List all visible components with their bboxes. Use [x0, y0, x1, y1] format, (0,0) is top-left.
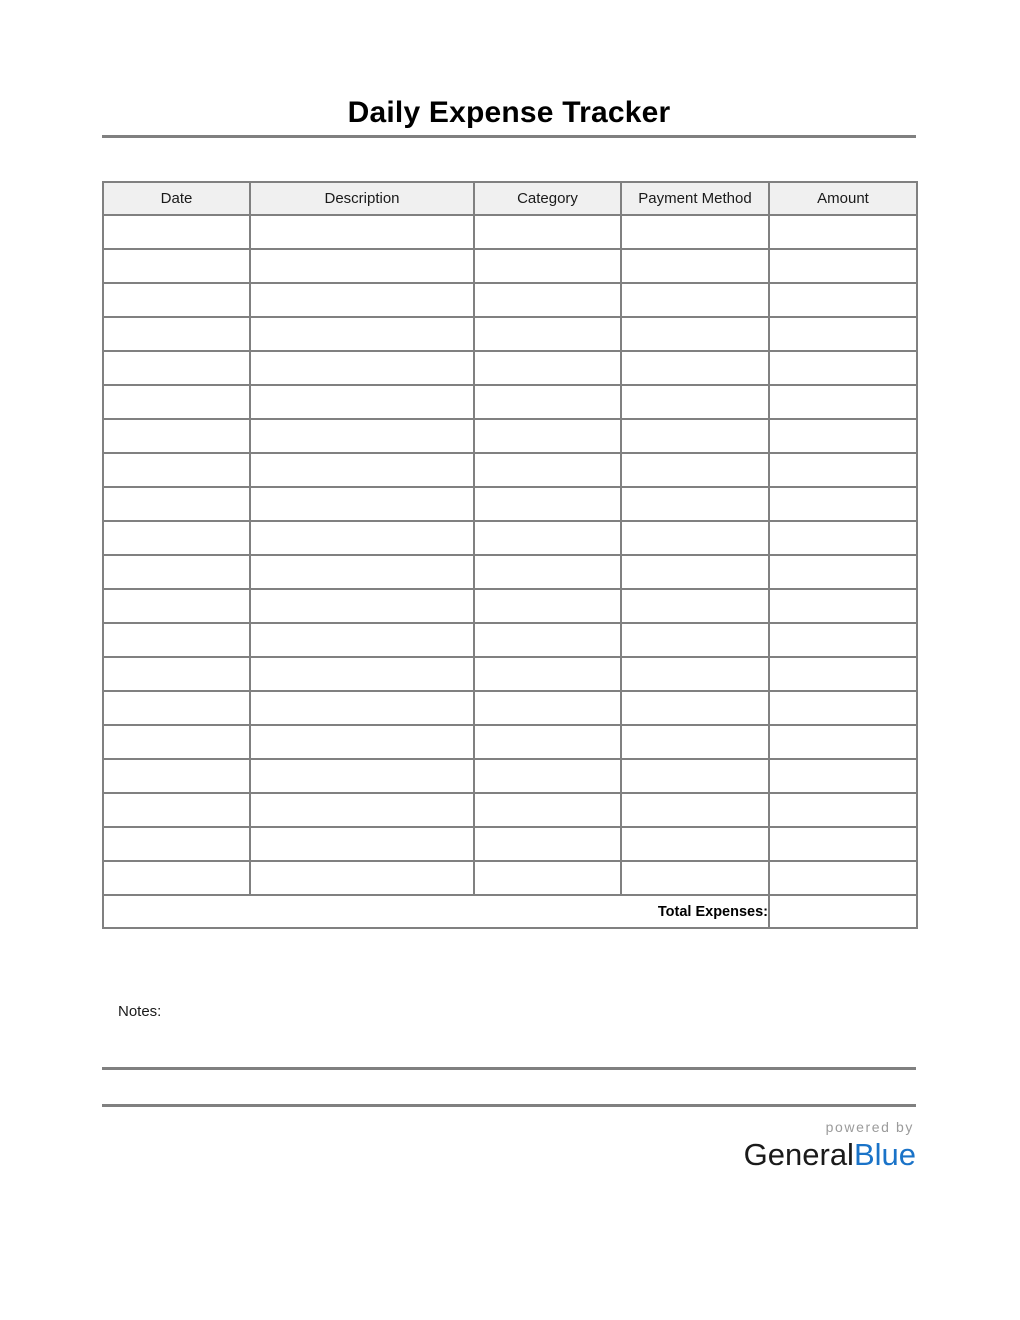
table-row [103, 385, 917, 419]
cell-amount[interactable] [769, 827, 917, 861]
cell-pay[interactable] [621, 555, 769, 589]
expense-table-container [102, 181, 916, 929]
cell-cat[interactable] [474, 861, 621, 895]
total-expenses-value-cell[interactable] [769, 895, 917, 928]
cell-cat[interactable] [474, 725, 621, 759]
table-row [103, 793, 917, 827]
column-header-date: Date [103, 182, 250, 215]
cell-amount[interactable] [769, 453, 917, 487]
cell-amount[interactable] [769, 691, 917, 725]
column-header-description: Description [250, 182, 474, 215]
table-row [103, 317, 917, 351]
cell-cat[interactable] [474, 623, 621, 657]
cell-pay[interactable] [621, 215, 769, 249]
table-row [103, 759, 917, 793]
cell-amount[interactable] [769, 419, 917, 453]
table-header [103, 182, 917, 215]
cell-amount[interactable] [769, 793, 917, 827]
cell-desc[interactable] [250, 521, 474, 555]
cell-pay[interactable] [621, 521, 769, 555]
cell-desc[interactable] [250, 419, 474, 453]
cell-pay[interactable] [621, 793, 769, 827]
page-title: Daily Expense Tracker [347, 96, 671, 129]
brand-general-text: General [743, 1137, 854, 1172]
cell-cat[interactable] [474, 657, 621, 691]
cell-desc[interactable] [250, 317, 474, 351]
cell-cat[interactable] [474, 215, 621, 249]
cell-desc[interactable] [250, 827, 474, 861]
cell-desc[interactable] [250, 555, 474, 589]
generalblue-logo [744, 1118, 916, 1174]
cell-date[interactable] [103, 827, 250, 861]
cell-date[interactable] [103, 759, 250, 793]
cell-date[interactable] [103, 487, 250, 521]
table-row [103, 521, 917, 555]
column-header-category: Category [474, 182, 621, 215]
table-header-row [103, 182, 917, 215]
cell-desc[interactable] [250, 215, 474, 249]
table-row [103, 657, 917, 691]
table-row [103, 827, 917, 861]
table-row [103, 555, 917, 589]
cell-date[interactable] [103, 691, 250, 725]
cell-amount[interactable] [769, 317, 917, 351]
cell-amount[interactable] [769, 759, 917, 793]
cell-desc[interactable] [250, 283, 474, 317]
cell-desc[interactable] [250, 793, 474, 827]
cell-pay[interactable] [621, 419, 769, 453]
table-row [103, 283, 917, 317]
table-row [103, 487, 917, 521]
cell-date[interactable] [103, 453, 250, 487]
cell-date[interactable] [103, 861, 250, 895]
expense-table [102, 181, 918, 929]
cell-cat[interactable] [474, 385, 621, 419]
cell-pay[interactable] [621, 623, 769, 657]
cell-amount[interactable] [769, 215, 917, 249]
cell-amount[interactable] [769, 385, 917, 419]
cell-date[interactable] [103, 283, 250, 317]
table-row [103, 215, 917, 249]
powered-by-label: powered by [825, 1119, 914, 1135]
table-row [103, 623, 917, 657]
cell-pay[interactable] [621, 657, 769, 691]
table-row [103, 861, 917, 895]
cell-date[interactable] [103, 249, 250, 283]
cell-amount[interactable] [769, 623, 917, 657]
title-block [102, 92, 916, 138]
cell-amount[interactable] [769, 657, 917, 691]
brand-wordmark [744, 1136, 916, 1174]
table-footer [103, 895, 917, 928]
cell-date[interactable] [103, 419, 250, 453]
cell-pay[interactable] [621, 725, 769, 759]
cell-cat[interactable] [474, 249, 621, 283]
table-row [103, 589, 917, 623]
cell-cat[interactable] [474, 793, 621, 827]
brand-blue-text: Blue [853, 1137, 916, 1172]
cell-date[interactable] [103, 385, 250, 419]
cell-desc[interactable] [250, 725, 474, 759]
cell-date[interactable] [103, 793, 250, 827]
table-row [103, 691, 917, 725]
cell-desc[interactable] [250, 249, 474, 283]
notes-line-1[interactable] [102, 1067, 916, 1070]
cell-pay[interactable] [621, 691, 769, 725]
table-row [103, 725, 917, 759]
cell-date[interactable] [103, 589, 250, 623]
cell-cat[interactable] [474, 419, 621, 453]
cell-pay[interactable] [621, 589, 769, 623]
table-row [103, 453, 917, 487]
cell-cat[interactable] [474, 487, 621, 521]
table-row [103, 249, 917, 283]
table-row [103, 419, 917, 453]
cell-pay[interactable] [621, 351, 769, 385]
cell-cat[interactable] [474, 589, 621, 623]
cell-desc[interactable] [250, 691, 474, 725]
cell-cat[interactable] [474, 317, 621, 351]
cell-desc[interactable] [250, 487, 474, 521]
cell-cat[interactable] [474, 691, 621, 725]
cell-amount[interactable] [769, 861, 917, 895]
cell-cat[interactable] [474, 521, 621, 555]
notes-label: Notes: [118, 1003, 162, 1020]
cell-desc[interactable] [250, 589, 474, 623]
cell-date[interactable] [103, 317, 250, 351]
cell-amount[interactable] [769, 589, 917, 623]
cell-cat[interactable] [474, 351, 621, 385]
cell-desc[interactable] [250, 657, 474, 691]
cell-amount[interactable] [769, 351, 917, 385]
cell-date[interactable] [103, 351, 250, 385]
cell-date[interactable] [103, 215, 250, 249]
cell-desc[interactable] [250, 453, 474, 487]
cell-pay[interactable] [621, 827, 769, 861]
column-header-payment-method: Payment Method [621, 182, 769, 215]
cell-date[interactable] [103, 725, 250, 759]
cell-cat[interactable] [474, 555, 621, 589]
cell-pay[interactable] [621, 487, 769, 521]
cell-amount[interactable] [769, 487, 917, 521]
cell-amount[interactable] [769, 283, 917, 317]
cell-cat[interactable] [474, 827, 621, 861]
cell-amount[interactable] [769, 725, 917, 759]
cell-pay[interactable] [621, 317, 769, 351]
notes-block [102, 1002, 916, 1022]
cell-pay[interactable] [621, 385, 769, 419]
cell-desc[interactable] [250, 351, 474, 385]
cell-desc[interactable] [250, 623, 474, 657]
table-row [103, 351, 917, 385]
cell-cat[interactable] [474, 453, 621, 487]
cell-amount[interactable] [769, 555, 917, 589]
cell-date[interactable] [103, 623, 250, 657]
cell-cat[interactable] [474, 759, 621, 793]
title-divider [102, 135, 916, 138]
cell-date[interactable] [103, 521, 250, 555]
cell-desc[interactable] [250, 759, 474, 793]
cell-pay[interactable] [621, 249, 769, 283]
cell-amount[interactable] [769, 521, 917, 555]
cell-desc[interactable] [250, 385, 474, 419]
notes-line-2[interactable] [102, 1104, 916, 1107]
column-header-amount: Amount [769, 182, 917, 215]
table-body [103, 215, 917, 895]
cell-pay[interactable] [621, 283, 769, 317]
total-expenses-row [103, 895, 917, 928]
cell-date[interactable] [103, 555, 250, 589]
cell-cat[interactable] [474, 283, 621, 317]
cell-pay[interactable] [621, 861, 769, 895]
total-expenses-label: Total Expenses: [103, 895, 769, 928]
cell-pay[interactable] [621, 759, 769, 793]
cell-desc[interactable] [250, 861, 474, 895]
cell-pay[interactable] [621, 453, 769, 487]
cell-date[interactable] [103, 657, 250, 691]
cell-amount[interactable] [769, 249, 917, 283]
